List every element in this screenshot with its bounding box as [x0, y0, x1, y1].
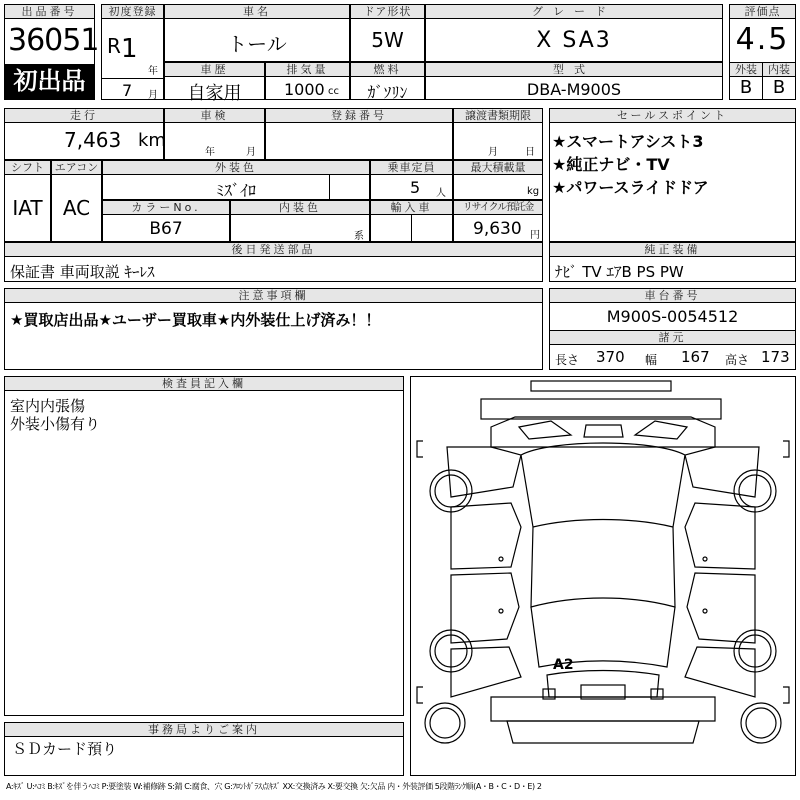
- reg-no-label: 登録番号: [265, 108, 453, 123]
- aircon-label: エアコン: [51, 160, 102, 175]
- load-label: 最大積載量: [453, 160, 543, 175]
- sales-point-2: ★純正ナビ・TV: [552, 155, 670, 174]
- first-reg-year: 1: [121, 34, 138, 64]
- car-name-label: 車名: [164, 4, 350, 19]
- first-reg-month: 7: [122, 81, 133, 100]
- equipment-label: 純正装備: [549, 242, 796, 257]
- history-value: 自家用: [187, 83, 242, 104]
- fuel-value: ｶﾞｿﾘﾝ: [367, 83, 408, 102]
- inspection-label: 車検: [164, 108, 265, 123]
- load-unit: kg: [527, 186, 540, 197]
- recycle-unit: 円: [530, 230, 540, 241]
- notes-value: ★買取店出品★ユーザー買取車★内外装仕上げ済み！！: [10, 311, 381, 329]
- car-name-value: トール: [227, 32, 287, 56]
- equipment-value: ﾅﾋﾞ TV ｴｱB PS PW: [555, 263, 684, 281]
- sales-point-1: ★スマートアシスト3: [552, 132, 704, 151]
- first-reg-year-unit: 年: [148, 66, 158, 77]
- notes-label: 注意事項欄: [4, 288, 543, 303]
- chassis-value: M900S-0054512: [606, 307, 739, 326]
- recycle-label: リサイクル預託金: [453, 200, 543, 215]
- car-diagram-box: [410, 376, 796, 776]
- legend: A:ｷｽﾞ U:ﾍｺﾐ B:ｷｽﾞを伴うﾍｺﾐ P:要塗装 W:補修跡 S:錆 C:腐食、穴 G:ﾌﾛﾝﾄｶﾞﾗｽ点ｷｽﾞ XX:交換済み X:要交換 欠:欠品 内・外装評価 5段階ﾗﾝｸ順(A・B・C・D・E) 2: [6, 782, 542, 791]
- int-score-value: B: [772, 77, 786, 98]
- import-label: 輸入車: [370, 200, 453, 215]
- later-parts-value: 保証書 車両取説 ｷｰﾚｽ: [10, 263, 155, 281]
- car-diagram: [411, 377, 795, 775]
- inspection-year-unit: 年: [205, 147, 215, 158]
- chassis-label: 車台番号: [549, 288, 796, 303]
- transfer-month-unit: 月: [488, 147, 498, 158]
- length-label: 長さ: [555, 353, 580, 367]
- color-no-label: カラーNo.: [102, 200, 230, 215]
- ext-color-label: 外装色: [102, 160, 370, 175]
- sales-points-label: セールスポイント: [549, 108, 796, 123]
- displacement-value: 1000: [284, 80, 325, 99]
- int-color-label: 内装色: [230, 200, 370, 215]
- displacement-label: 排気量: [265, 62, 350, 77]
- int-color-unit: 系: [354, 231, 364, 242]
- dims-label: 諸元: [549, 330, 796, 345]
- color-no-value: B67: [149, 219, 183, 239]
- office-label: 事務局よりご案内: [4, 722, 404, 737]
- shift-value: IAT: [12, 196, 43, 220]
- mileage-unit: km: [138, 130, 166, 151]
- model-code-label: 型式: [425, 62, 723, 77]
- lot-label: 出品番号: [4, 4, 95, 19]
- later-parts-label: 後日発送部品: [4, 242, 543, 257]
- capacity-label: 乗車定員: [370, 160, 453, 175]
- office-value: ＳＤカード預り: [12, 740, 118, 758]
- height-value: 173: [761, 348, 790, 366]
- displacement-unit: cc: [328, 86, 339, 97]
- first-reg-era: R: [107, 34, 121, 58]
- grade-label: グレード: [425, 4, 723, 19]
- length-value: 370: [596, 348, 625, 366]
- mileage-value: 7,463: [64, 128, 122, 152]
- inspector-label: 検査員記入欄: [4, 376, 404, 391]
- ext-score-label: 外装: [729, 62, 763, 77]
- width-label: 幅: [645, 353, 658, 367]
- inspector-line-1: 室内内張傷: [10, 397, 86, 415]
- capacity-unit: 人: [436, 188, 446, 199]
- door-label: ドア形状: [350, 4, 425, 19]
- ext-color-value: ﾐｽﾞｲﾛ: [215, 181, 256, 200]
- sales-point-3: ★パワースライドドア: [552, 178, 709, 197]
- first-reg-month-unit: 月: [148, 90, 158, 101]
- score-label: 評価点: [729, 4, 796, 19]
- damage-mark: A2: [553, 657, 574, 673]
- shift-label: シフト: [4, 160, 51, 175]
- grade-value: X SA3: [536, 28, 612, 53]
- capacity-value: 5: [410, 178, 421, 197]
- score-value: 4.5: [735, 22, 790, 57]
- first-reg-label: 初度登録: [101, 4, 164, 19]
- recycle-value: 9,630: [473, 219, 522, 239]
- inspection-month-unit: 月: [246, 147, 256, 158]
- model-code-value: DBA-M900S: [526, 80, 622, 99]
- transfer-day-unit: 日: [525, 147, 535, 158]
- int-score-label: 内装: [762, 62, 796, 77]
- ext-score-value: B: [739, 77, 753, 98]
- door-value: 5W: [371, 28, 404, 52]
- first-listing-badge: 初出品: [5, 64, 94, 99]
- lot-number: 36051: [8, 23, 99, 58]
- width-value: 167: [681, 348, 710, 366]
- history-label: 車歴: [164, 62, 265, 77]
- transfer-label: 譲渡書類期限: [453, 108, 543, 123]
- fuel-label: 燃料: [350, 62, 425, 77]
- inspector-line-2: 外装小傷有り: [10, 415, 101, 433]
- mileage-label: 走行: [4, 108, 164, 123]
- height-label: 高さ: [725, 353, 750, 367]
- aircon-value: AC: [62, 196, 91, 220]
